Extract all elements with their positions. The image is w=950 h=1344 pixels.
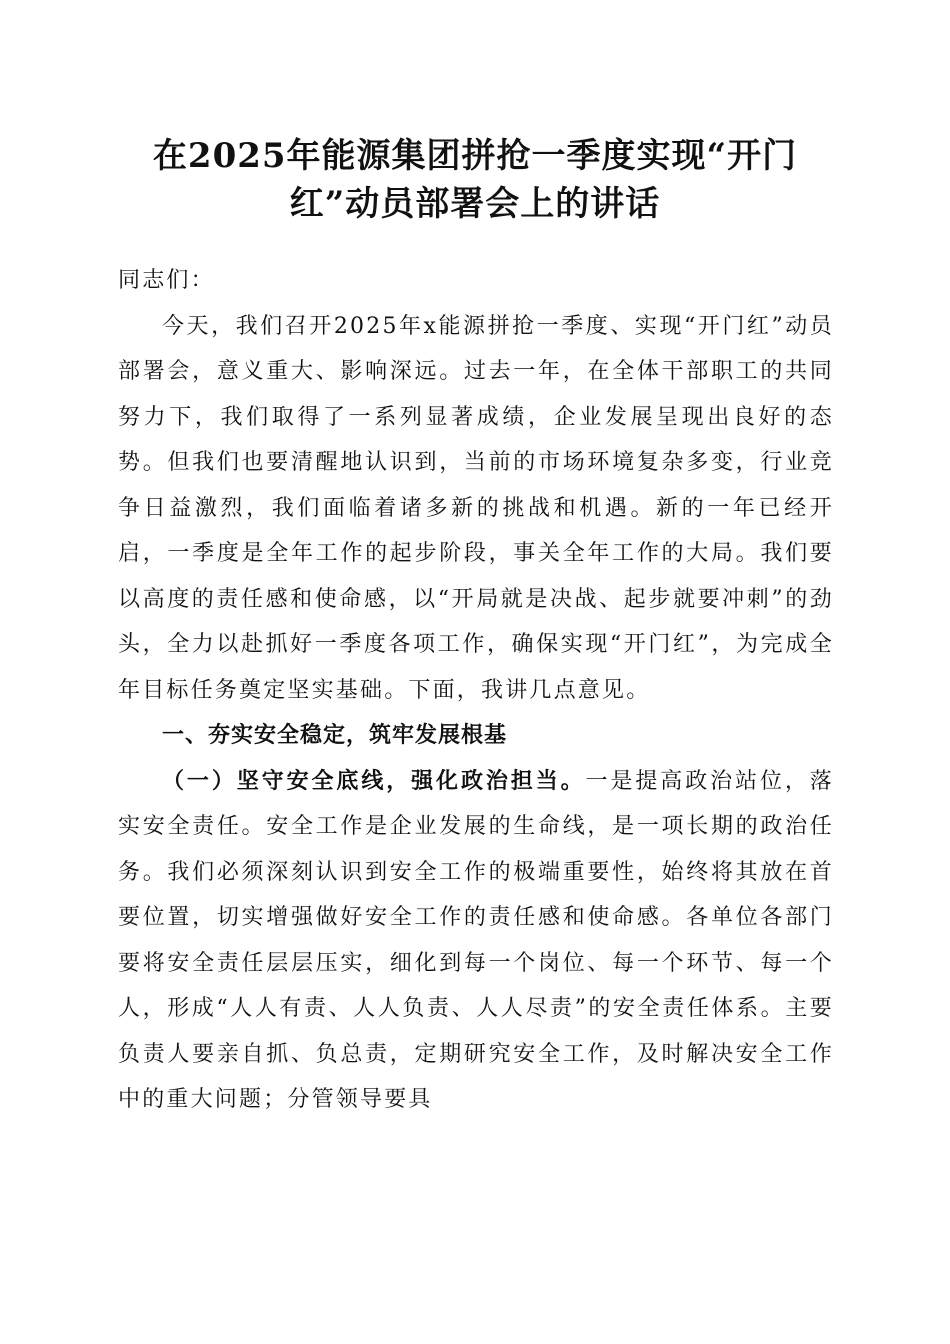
salutation: 同志们： xyxy=(118,268,215,293)
subsection-lead-1: （一）坚守安全底线，强化政治担当。 xyxy=(162,767,586,794)
document-title xyxy=(120,132,830,228)
subsection-paragraph-1 xyxy=(118,759,834,1123)
subsection-text-1: 一是提高政治站位，落实安全责任。安全工作是企业发展的生命线，是一项长期的政治任务。我们必须深刻认识到安全工作的极端重要性，始终将其放在首要位置，切实增强做好安全工作的责任感和使命感。各单位各部门要将安全责任层层压实，细化到每一个岗位、每一个环节、每一个人，形成“人人有责、人人负责、人人尽责”的安全责任体系。主要负责人要亲自抓、负总责，定期研究安全工作，及时解决安全工作中的重大问题；分管领导要具 xyxy=(118,768,834,1112)
section-heading-1: 一、夯实安全稳定，筑牢发展根基 xyxy=(162,723,508,748)
intro-paragraph: 今天，我们召开2025年x能源拼抢一季度、实现“开门红”动员部署会，意义重大、影响深远。过去一年，在全体干部职工的共同努力下，我们取得了一系列显著成绩，企业发展呈现出良好的态势。但我们也要清醒地认识到，当前的市场环境复杂多变，行业竞争日益激烈，我们面临着诸多新的挑战和机遇。新的一年已经开启，一季度是全年工作的起步阶段，事关全年工作的大局。我们要以高度的责任感和使命感，以“开局就是决战、起步就要冲刺”的劲头，全力以赴抓好一季度各项工作，确保实现“开门红”，为完成全年目标任务奠定坚实基础。下面，我讲几点意见。 xyxy=(118,313,834,703)
title-line-2: 红”动员部署会上的讲话 xyxy=(289,184,661,224)
title-line-1: 在2025年能源集团拼抢一季度实现“开门 xyxy=(152,136,798,176)
document-body xyxy=(118,258,834,1123)
